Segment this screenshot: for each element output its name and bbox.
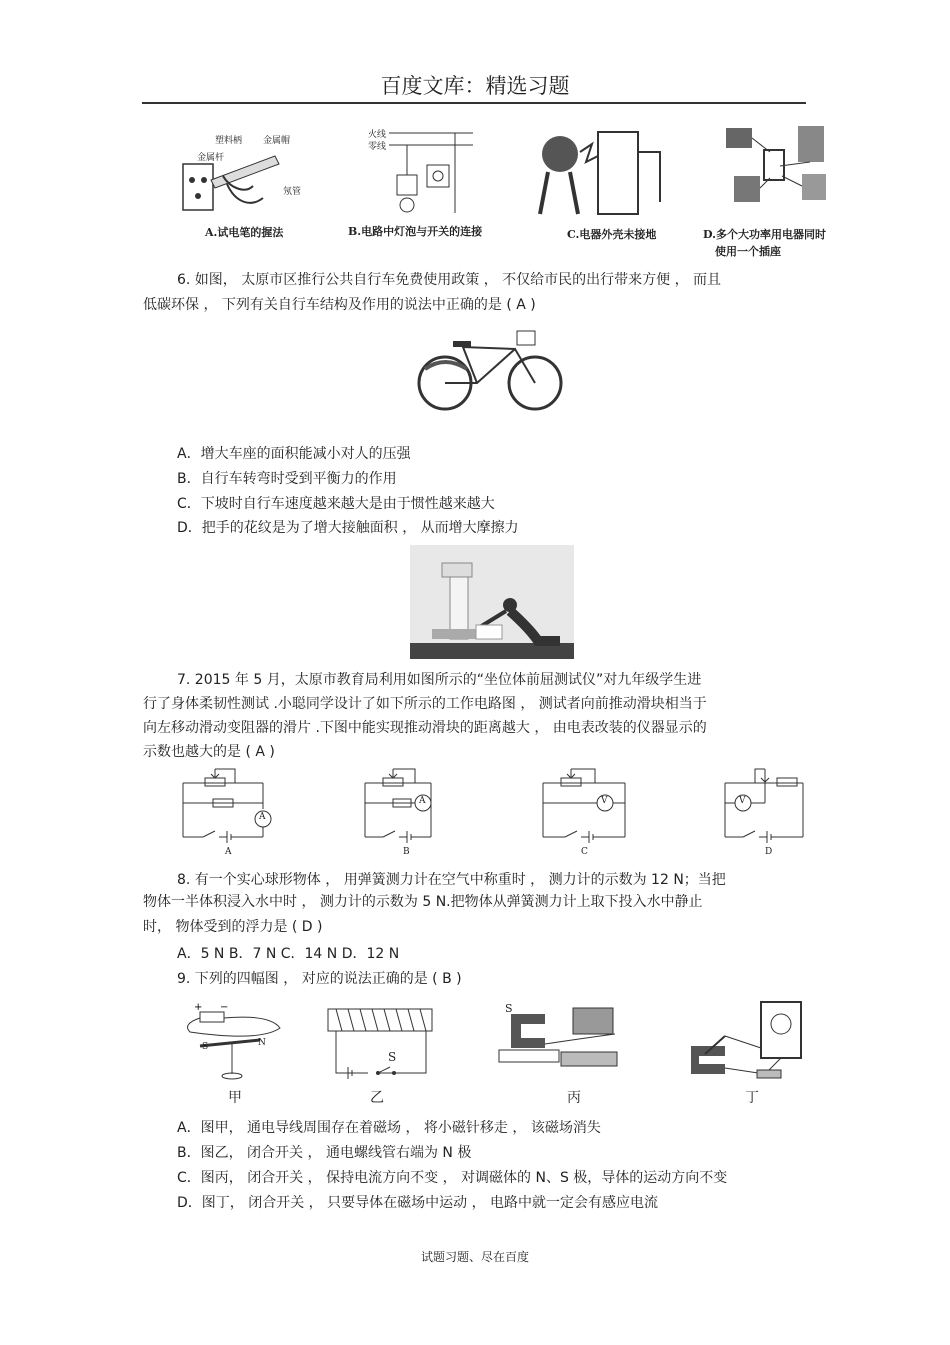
circuit-b-diagram <box>357 765 467 860</box>
figure-jia-label: 甲 <box>228 1090 242 1106</box>
figure-yi-solenoid <box>318 1005 443 1085</box>
circuit-b-label: B <box>403 847 410 857</box>
circuit-c-meter: V <box>601 796 608 806</box>
q8-options: A．5 N B．7 N C．14 N D．12 N <box>177 946 400 962</box>
figure-bing-label: 丙 <box>567 1090 581 1106</box>
q6-option-a: A．增大车座的面积能减小对人的压强 <box>177 446 411 462</box>
figure-ding-label: 丁 <box>745 1090 759 1106</box>
oersted-experiment <box>180 998 290 1088</box>
circuit-a <box>175 765 285 860</box>
label-plastic-handle: 塑料柄 <box>215 136 243 146</box>
q9-option-a: A．图甲， 通电导线周围存在着磁场 ， 将小磁针移走 ， 该磁场消失 <box>177 1120 601 1136</box>
q9-option-c: C．图丙， 闭合开关 ， 保持电流方向不变 ， 对调磁体的 N、S 极，导体的运动方向不变 <box>177 1170 728 1186</box>
solenoid-circuit <box>318 1005 443 1085</box>
label-neutral-wire: 零线 <box>368 142 387 152</box>
figure-b-caption: B.电路中灯泡与开关的连接 <box>348 225 483 238</box>
figure-d-caption-line1: D.多个大功率用电器同时 <box>703 228 826 241</box>
circuit-b-meter: A <box>419 796 426 806</box>
tester-photo-drawing <box>410 545 574 659</box>
circuit-b <box>357 765 467 860</box>
figure-jia-oersted <box>180 998 290 1088</box>
header-divider <box>142 102 806 104</box>
q8-stem-line3: 时， 物体受到的浮力是 ( D ) <box>143 919 323 935</box>
jia-s-pole: S <box>202 1042 209 1052</box>
figure-test-pen <box>175 128 315 223</box>
figure-a-caption: A.试电笔的握法 <box>205 226 284 239</box>
q6-option-b: B．自行车转弯时受到平衡力的作用 <box>177 471 397 487</box>
label-metal-cap: 金属帽 <box>263 136 291 146</box>
label-live-wire: 火线 <box>368 130 387 140</box>
label-neon-tube: 氖管 <box>283 187 302 197</box>
page-header-title: 百度文库：精选习题 <box>380 74 570 98</box>
circuit-a-label: A <box>225 847 232 857</box>
induction-setup <box>685 998 820 1088</box>
bicycle-image <box>415 325 565 415</box>
appliances-illustration <box>720 122 835 212</box>
circuit-d-label: D <box>765 847 773 857</box>
bing-s-pole: S <box>505 1002 513 1015</box>
q9-stem: 9. 下列的四幅图 ， 对应的说法正确的是 ( B ) <box>177 971 462 987</box>
svg-text:+: + <box>194 1002 203 1013</box>
q6-option-d: D．把手的花纹是为了增大接触面积 ， 从而增大摩擦力 <box>177 520 519 536</box>
figure-ungrounded-appliance <box>530 122 680 222</box>
page-footer: 试题习题、尽在百度 <box>420 1250 529 1264</box>
q7-stem-line1: 7. 2015 年 5 月，太原市教育局利用如图所示的“坐位体前屈测试仪”对九年级学生进 <box>177 672 702 688</box>
q8-stem-line2: 物体一半体积浸入水中时 ， 测力计的示数为 5 N.把物体从弹簧测力计上取下投入水中静止 <box>143 894 703 910</box>
figure-bing-motor <box>495 998 635 1088</box>
yi-switch-s: S <box>388 1050 397 1064</box>
q6-option-c: C．下坡时自行车速度越来越大是由于惯性越来越大 <box>177 496 495 512</box>
bicycle-drawing <box>415 325 565 415</box>
figure-yi-label: 乙 <box>370 1090 384 1106</box>
q9-option-d: D．图丁， 闭合开关 ， 只要导体在磁场中运动 ， 电路中就一定会有感应电流 <box>177 1195 659 1211</box>
motor-principle <box>495 998 635 1088</box>
circuit-c <box>535 765 645 860</box>
shock-cartoon <box>530 122 680 222</box>
circuit-c-label: C <box>581 847 588 857</box>
circuit-a-diagram <box>175 765 285 860</box>
figure-c-caption: C.电器外壳未接地 <box>567 228 657 241</box>
jia-n-pole: N <box>258 1038 266 1048</box>
figure-ding-induction <box>685 998 820 1088</box>
q7-stem-line4: 示数也越大的是 ( A ) <box>143 744 275 760</box>
circuit-d <box>717 765 827 860</box>
test-pen-illustration <box>175 128 315 223</box>
q6-stem-line2: 低碳环保 ， 下列有关自行车结构及作用的说法中正确的是 ( A ) <box>143 297 536 313</box>
figure-bulb-switch <box>365 125 475 220</box>
q8-stem-line1: 8. 有一个实心球形物体 ， 用弹簧测力计在空气中称重时 ， 测力计的示数为 12 N；当把 <box>177 872 726 888</box>
label-metal-rod: 金属杆 <box>197 153 225 163</box>
q9-option-b: B．图乙， 闭合开关 ， 通电螺线管右端为 N 极 <box>177 1145 472 1161</box>
circuit-a-meter: A <box>259 812 266 822</box>
svg-text:−: − <box>220 1002 229 1013</box>
q7-stem-line2: 行了身体柔韧性测试 .小聪同学设计了如下所示的工作电路图 ， 测试者向前推动滑块相当于 <box>143 696 707 712</box>
circuit-d-diagram <box>717 765 827 860</box>
q6-stem-line1: 6. 如图， 太原市区推行公共自行车免费使用政策 ， 不仅给市民的出行带来方便 ， 而且 <box>177 272 722 288</box>
q7-stem-line3: 向左移动滑动变阻器的滑片 .下图中能实现推动滑块的距离越大 ， 由电表改装的仪器显示的 <box>143 720 707 736</box>
circuit-d-meter: V <box>739 796 746 806</box>
circuit-c-diagram <box>535 765 645 860</box>
figure-d-caption-line2: 使用一个插座 <box>715 245 781 258</box>
figure-overloaded-socket <box>720 122 835 212</box>
flexibility-tester-photo <box>410 545 574 659</box>
